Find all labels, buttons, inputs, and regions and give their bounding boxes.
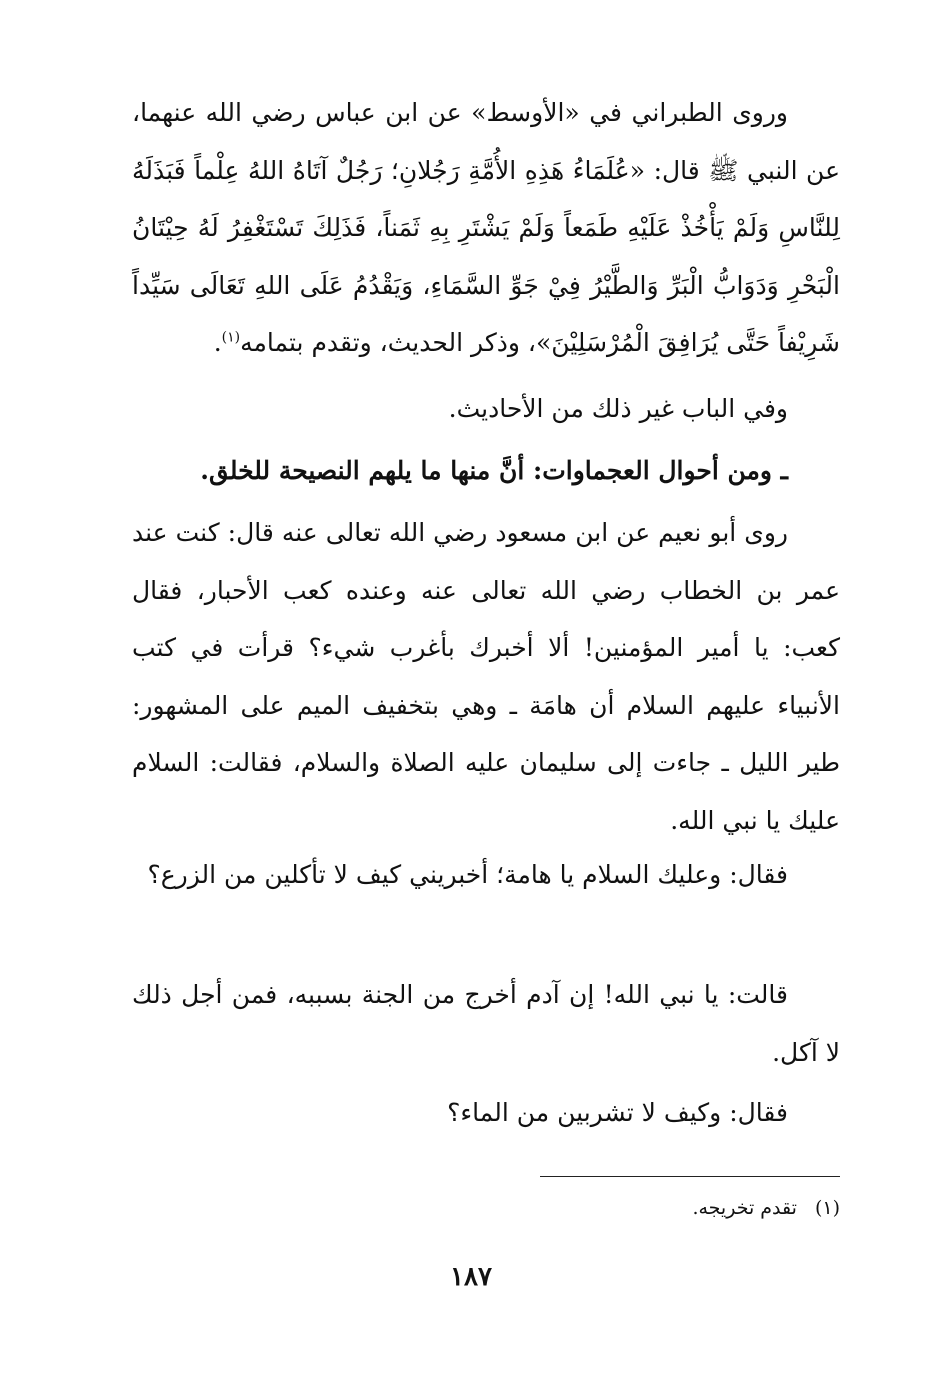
hadith-line-5-end: .: [213, 328, 222, 357]
paragraph-2: وفي الباب غير ذلك من الأحاديث.: [448, 394, 788, 423]
paragraph-6: فقال: وكيف لا تشربين من الماء؟: [447, 1098, 788, 1127]
heading-block: [132, 442, 840, 500]
paragraph-3: روى أبو نعيم عن ابن مسعود رضي الله تعالى عنه قال: كنت عند عمر بن الخطاب رضي الله تعالى عنه وعنده كعب الأحبار، فقال كعب: يا أمير المؤمنين! ألا أخبرك بأغرب شيء؟ قرأت في كتب الأنبياء عليهم السلام أن هامَة ـ وهي بتخفيف الميم على المشهور: طير الليل ـ جاءت إلى سليمان عليه الصلاة والسلام، فقالت: السلام عليك يا نبي الله.: [132, 518, 840, 835]
hadith-line-1: وروى الطبراني في «الأوسط» عن ابن عباس رضي الله عنهما، عن النبي ﷺ: [132, 98, 841, 185]
main-text: [132, 84, 840, 372]
hadith-line-2: قال: «عُلَمَاءُ هَذِهِ الأُمَّةِ رَجُلانِ؛ رَجُلٌ آتَاهُ اللهُ عِلْماً فَبَذَلَهُ لِلنَّاسِ وَلَمْ: [132, 155, 840, 242]
paragraph-4-block: [132, 846, 840, 904]
footnote-number: (١): [814, 1197, 840, 1219]
section-heading: ـ ومن أحوال العجماوات: أنَّ منها ما يلهم النصيحة للخلق.: [200, 456, 788, 485]
footnote: [540, 1193, 840, 1223]
hadith-line-5: حَتَّى يُرَافِقَ الْمُرْسَلِيْنَ»، وذكر الحديث، وتقدم بتمامه: [240, 328, 771, 357]
paragraph-hadith: [132, 84, 840, 372]
paragraph-5-block: [132, 966, 840, 1081]
paragraph-2-block: [132, 380, 840, 438]
paragraph-5: قالت: يا نبي الله! إن آدم أخرج من الجنة بسببه، فمن أجل ذلك لا آكل.: [132, 980, 840, 1067]
footnote-divider: [540, 1176, 840, 1177]
hadith-line-4: وَدَوَابُّ الْبَرِّ وَالطَّيْرُ فِيْ جَوِّ السَّمَاءِ، وَيَقْدُمُ عَلَى اللهِ تَعَالَى سَيِّداً شَرِيْفاً: [132, 270, 840, 357]
footnote-reference: (١): [221, 329, 241, 346]
paragraph-4: فقال: وعليك السلام يا هامة؛ أخبريني كيف لا تأكلين من الزرع؟: [147, 860, 788, 889]
footnote-text: تقدم تخريجه.: [692, 1197, 797, 1219]
hadith-line-3: يَأْخُذْ عَلَيْهِ طَمَعاً وَلَمْ يَشْتَرِ بِهِ ثَمَناً، فَذَلِكَ تَسْتَغْفِرُ لَهُ حِيْتَانُ الْبَحْرِ: [132, 213, 840, 300]
page-number: ١٨٧: [450, 1262, 492, 1292]
paragraph-6-block: [132, 1084, 840, 1142]
paragraph-3-block: [132, 504, 840, 849]
